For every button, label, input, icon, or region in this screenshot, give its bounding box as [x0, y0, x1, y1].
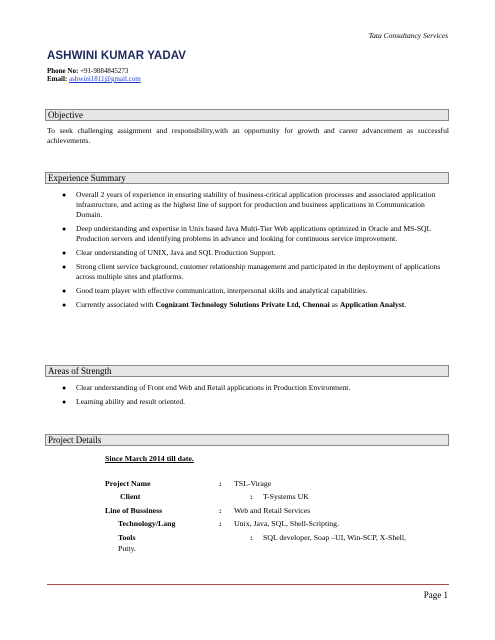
list-item: ● Strong client service background, customer relationship management and participated in the deployment of applications across multiple sites and platforms.: [62, 262, 441, 281]
list-item: ● Clear understanding of UNIX, Java and SQL Production Support.: [62, 248, 276, 257]
tools-continued: Putty.: [118, 544, 136, 553]
strength-list: [47, 383, 449, 411]
project-since: Since March 2014 till date.: [105, 454, 194, 463]
project-name-label: Project Name: [105, 479, 151, 488]
line-of-business-label: Line of Bussiness: [105, 506, 163, 515]
tools-label: Tools: [118, 533, 136, 542]
tools-value: SQL developer, Soap –UI, Win-SCP, X-Shell,: [263, 533, 406, 542]
phone-label: Phone No:: [47, 67, 79, 75]
header-company: Tata Consultancy Services: [368, 31, 448, 40]
technology-label: Technology/Lang: [118, 519, 176, 528]
experience-list: [47, 190, 449, 314]
phone-value: +91-9884845273: [80, 67, 129, 75]
candidate-name: ASHWINI KUMAR YADAV: [47, 50, 187, 62]
client-value: T-Systems UK: [263, 492, 309, 501]
list-item: ● Good team player with effective communication, interpersonal skills and analytical capabilities.: [62, 286, 368, 295]
project-header: Project Details: [45, 434, 449, 446]
phone-line: [47, 67, 128, 75]
line-of-business-value: Web and Retail Services: [234, 506, 311, 515]
list-item: ● Overall 2 years of experience in ensuring stability of business-critical application processes and associated application infrastructure, and acting as the highest line of support for production and business applications in Communication Domain.: [62, 190, 436, 219]
objective-header: Objective: [45, 109, 449, 121]
project-name-value: TSL-Virage: [234, 479, 272, 488]
page-number: Page 1: [423, 590, 448, 600]
client-label: Client: [120, 492, 141, 501]
colon: :: [250, 533, 253, 542]
strength-header: Areas of Strength: [45, 365, 449, 377]
list-item: ● Learning ability and result oriented.: [62, 397, 186, 406]
list-item: ● Currently associated with Cognizant Technology Solutions Private Ltd, Chennai as Application Analyst.: [62, 300, 407, 309]
colon: :: [219, 479, 222, 488]
email-label: Email:: [47, 75, 68, 83]
email-line: [47, 75, 141, 83]
experience-header: Experience Summary: [45, 172, 449, 184]
technology-value: Unix, Java, SQL, Shell-Scripting.: [234, 519, 340, 528]
email-link[interactable]: ashwini1811@gmail.com: [68, 75, 141, 83]
colon: :: [250, 492, 253, 501]
footer-divider: [47, 584, 449, 585]
colon: :: [219, 519, 222, 528]
objective-text: To seek challenging assignment and responsibility,with an opportunity for growth and career advancement as successful achievements.: [47, 126, 449, 145]
colon: :: [219, 506, 222, 515]
list-item: ● Clear understanding of Front end Web and Retail applications in Production Environment.: [62, 383, 351, 392]
list-item: ● Deep understanding and expertise in Unix based Java Multi-Tier Web applications optimized in Oracle and MS-SQL Production servers and identifying problems in advance and looking for continuous service improvement.: [62, 224, 431, 243]
